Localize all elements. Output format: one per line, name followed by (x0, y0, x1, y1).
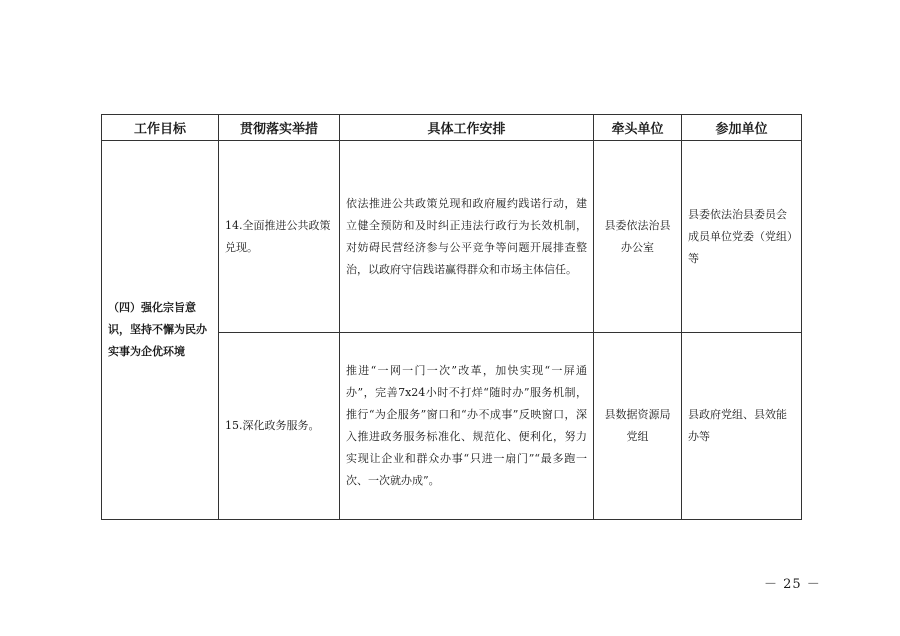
arrangement-cell: 推进“一网一门一次”改革，加快实现“一屏通办”，完善7x24小时不打烊“随时办”服务机制，推行“为企服务”窗口和“办不成事”反映窗口，深入推进政务服务标准化、规范化、便利化，努力实现让企业和群众办事“只进一扇门”“最多跑一次、一次就办成”。 (340, 333, 594, 520)
participating-units-cell: 县委依法治县委员会成员单位党委（党组）等 (682, 141, 802, 333)
lead-unit-cell: 县数据资源局党组 (594, 333, 682, 520)
arrangement-cell: 依法推进公共政策兑现和政府履约践诺行动，建立健全预防和及时纠正违法行政行为长效机制，对妨碍民营经济参与公平竞争等问题开展排查整治，以政府守信践诺赢得群众和市场主体信任。 (340, 141, 594, 333)
measure-cell: 15.深化政务服务。 (219, 333, 340, 520)
page-number: － 25 － (764, 577, 821, 592)
lead-unit-cell: 县委依法治县办公室 (594, 141, 682, 333)
table-row (102, 141, 802, 333)
header-work-goal: 工作目标 (102, 115, 219, 141)
measure-cell: 14.全面推进公共政策兑现。 (219, 141, 340, 333)
header-lead-unit: 牵头单位 (594, 115, 682, 141)
header-measures: 贯彻落实举措 (219, 115, 340, 141)
header-arrangements: 具体工作安排 (340, 115, 594, 141)
work-goal-cell: （四）强化宗旨意识，坚持不懈为民办实事为企优环境 (102, 141, 219, 520)
header-participating-units: 参加单位 (682, 115, 802, 141)
participating-units-cell: 县政府党组、县效能办等 (682, 333, 802, 520)
header-row (102, 115, 802, 141)
work-plan-table (101, 114, 802, 520)
